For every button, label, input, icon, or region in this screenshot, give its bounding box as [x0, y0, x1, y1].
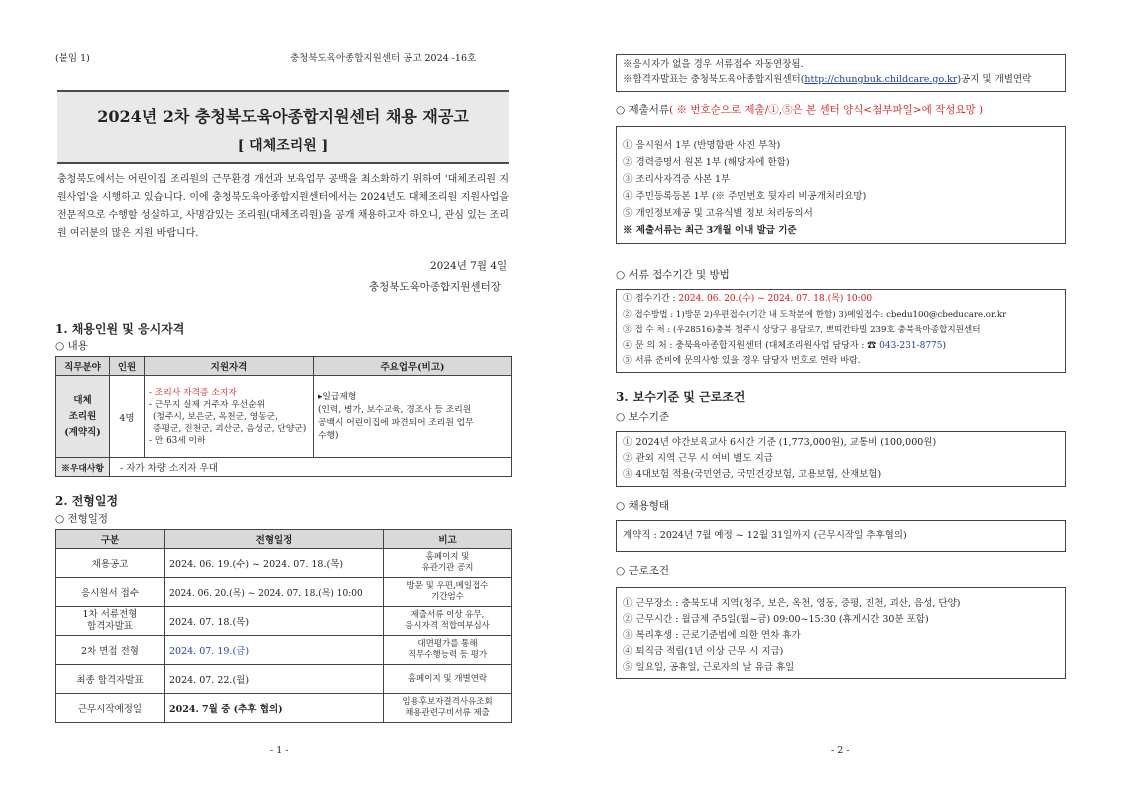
- condition-item: ③ 복리후생 : 근로기준법에 의한 연차 휴가: [623, 630, 801, 641]
- section-1-sub: ○ 내용: [55, 340, 88, 352]
- receipt-item: ⑤ 서류 준비에 문의사항 있을 경우 담당자 번호로 연락 바람.: [623, 356, 861, 366]
- schedule-remark: 임용후보자결격사유조회 채용관련구비서류 제출: [384, 694, 512, 723]
- schedule-date: 2024. 07. 19.(금): [165, 636, 384, 665]
- qualification-cell: [145, 376, 314, 458]
- receipt-label: ④ 문 의 처 : 충북육아종합지원센터 (대체조리원사업 담당자 : ☎: [623, 340, 880, 351]
- table-header-row: [56, 530, 512, 549]
- note-line: ※응시자가 없을 경우 서류접수 자동연장됨.: [623, 59, 804, 70]
- table-row: [56, 694, 512, 723]
- notes-box: [616, 54, 1066, 92]
- table-row: [56, 376, 512, 458]
- th-category: 구분: [56, 530, 165, 549]
- table-row: [56, 458, 512, 477]
- qual-line: (청주시, 보은군, 옥천군, 영동군,: [153, 411, 278, 422]
- section-2-sub: ○ 전형일정: [55, 513, 109, 525]
- doc-item: ③ 조리사자격증 사본 1부: [623, 174, 731, 185]
- table-header-row: [56, 357, 512, 376]
- schedule-date: 2024. 7월 중 (추후 협의): [165, 694, 384, 723]
- intro-paragraph: 충청북도에서는 어린이집 조리원의 근무환경 개선과 보육업무 공백을 최소화하기 위하여 '대체조리원 지원사업'을 시행하고 있습니다. 이에 충청북도육아종합지원센터에서는 2024년도 대체조리원 지원사업을 전문적으로 수행할 성실하고, 사명감있는 조리원(대체조리원)을 공개 채용하고자 하오니, 관심 있는 조리원 여러분의 많은 지원 바랍니다.: [57, 174, 509, 239]
- doc-item: ④ 주민등록등본 1부 (※ 주민번호 뒷자리 비공개처리요망): [623, 191, 867, 202]
- doc-item: ① 응시원서 1부 (반명함판 사진 부착): [623, 140, 781, 151]
- duty-line: 수행): [318, 430, 339, 441]
- qual-line: - 조리사 자격증 소지자: [149, 387, 237, 398]
- table-row: [56, 665, 512, 694]
- receipt-item: ② 접수방법 : 1)방문 2)우편접수(기간 내 도착분에 한함) 3)메일접수: cbedu100@cbeducare.or.kr: [623, 309, 1007, 320]
- duty-line: 공백시 어린이집에 파견되어 조리원 업무: [318, 417, 474, 428]
- homepage-link[interactable]: http://chungbuk.childcare.go.kr: [804, 74, 958, 85]
- docs-heading-note: ( ※ 번호순으로 제출/①,⑤은 본 센터 양식<첨부파일>에 작성요망 ): [669, 104, 984, 116]
- condition-item: ② 근무시간 : 월급제 주5일(월~금) 09:00~15:30 (휴게시간 30분 포함): [623, 614, 929, 625]
- section-3-heading: 3. 보수기준 및 근로조건: [616, 390, 746, 404]
- schedule-remark: 홈페이지 및 유관기관 공지: [384, 549, 512, 578]
- schedule-remark: 방문 및 우편,메일접수 기간엄수: [384, 578, 512, 607]
- employment-box: [616, 520, 1066, 552]
- schedule-category: 2차 면접 전형: [56, 636, 165, 665]
- schedule-category: 채용공고: [56, 549, 165, 578]
- th-field: 직무분야: [56, 357, 110, 376]
- note-line: [623, 72, 1059, 87]
- th-schedule: 전형일정: [165, 530, 384, 549]
- page-subtitle: [ 대체조리원 ]: [237, 138, 329, 154]
- receipt-heading: ○ 서류 접수기간 및 방법: [616, 269, 730, 281]
- schedule-date: 2024. 06. 20.(목) ~ 2024. 07. 18.(목) 10:00: [165, 578, 384, 607]
- notice-number: 충청북도육아종합지원센터 공고 2024 -16호: [290, 53, 477, 64]
- table-row: [56, 549, 512, 578]
- table-row: [56, 636, 512, 665]
- headcount: 4명: [110, 376, 145, 458]
- contact-phone: 043-231-8775: [879, 340, 943, 351]
- page-title: 2024년 2차 충청북도육아종합지원센터 채용 재공고: [97, 107, 469, 126]
- duty-cell: [314, 376, 512, 458]
- page-number: - 2 -: [831, 745, 850, 756]
- employment-type: 계약직 : 2024년 7월 예정 ~ 12월 31일까지 (근무시작일 추후협의): [623, 530, 907, 541]
- docs-box: [616, 126, 1066, 244]
- pay-item: ③ 4대보험 적용(국민연금, 국민건강보험, 고용보험, 산재보험): [623, 469, 882, 480]
- pay-box: [616, 431, 1066, 487]
- th-qualification: 지원자격: [145, 357, 314, 376]
- note-text: ※합격자발표는 충청북도육아종합지원센터(: [623, 74, 805, 85]
- duty-line: (인력, 병가, 보수교육, 경조사 등 조리원: [318, 404, 472, 415]
- preference-label: ※우대사항: [56, 458, 110, 477]
- th-remark: 비고: [384, 530, 512, 549]
- conditions-box: [616, 587, 1066, 679]
- pay-heading: ○ 보수기준: [616, 411, 670, 423]
- receipt-item: [623, 292, 1059, 308]
- duty-line: ▸일급제형: [318, 391, 357, 402]
- signer: 충청북도육아종합지원센터장: [369, 281, 501, 293]
- receipt-text: ): [942, 340, 947, 351]
- condition-item: ① 근무장소 : 충북도내 지역(청주, 보은, 옥천, 영동, 증평, 진천, 괴산, 음성, 단양): [623, 598, 961, 609]
- page-2: [561, 0, 1121, 793]
- notice-date: 2024년 7월 4일: [430, 260, 508, 272]
- schedule-category: 최종 합격자발표: [56, 665, 165, 694]
- attachment-label: (붙임 1): [55, 53, 90, 64]
- job-field: 대체 조리원 (계약직): [56, 376, 110, 458]
- receipt-box: [616, 289, 1066, 373]
- page-1: [0, 0, 560, 793]
- doc-item: ⑤ 개인정보제공 및 고유식별 정보 처리동의서: [623, 208, 813, 219]
- condition-item: ④ 퇴직금 적립(1년 이상 근무 시 지급): [623, 646, 784, 657]
- docs-note: ※ 제출서류는 최근 3개월 이내 발급 기준: [623, 225, 797, 236]
- table-row: [56, 607, 512, 636]
- schedule-category: 근무시작예정일: [56, 694, 165, 723]
- qual-line: - 만 63세 이하: [149, 435, 206, 446]
- qual-line: - 근무지 실제 거주자 우선순위: [149, 399, 266, 410]
- schedule-remark: 홈페이지 및 개별연락: [384, 665, 512, 694]
- th-count: 인원: [110, 357, 145, 376]
- schedule-date: 2024. 07. 22.(월): [165, 665, 384, 694]
- title-box: [57, 90, 509, 164]
- receipt-item: ③ 접 수 처 : (우28516)충북 청주시 상당구 용담로7, 쁘띠칸타빌 239호 충북육아종합지원센터: [623, 325, 981, 335]
- pay-item: ① 2024년 야간보육교사 6시간 기준 (1,773,000원), 교통비 (100,000원): [623, 437, 937, 448]
- receipt-item: [623, 339, 1059, 355]
- schedule-date: 2024. 07. 18.(목): [165, 607, 384, 636]
- docs-heading-text: ○ 제출서류: [616, 104, 670, 116]
- preference-value: - 자가 차량 소지자 우대: [110, 458, 512, 477]
- schedule-category: 1차 서류전형 합격자발표: [56, 607, 165, 636]
- qualification-table: [55, 356, 512, 477]
- docs-heading: [616, 102, 983, 117]
- receipt-label: ① 접수기간 :: [623, 294, 679, 304]
- section-1-heading: 1. 채용인원 및 응시자격: [55, 322, 185, 336]
- receipt-period: 2024. 06. 20.(수) ~ 2024. 07. 18.(목) 10:00: [678, 294, 873, 304]
- condition-item: ⑤ 일요일, 공휴일, 근로자의 날 유급 휴일: [623, 662, 795, 673]
- conditions-heading: ○ 근로조건: [616, 565, 670, 577]
- schedule-category: 응시원서 접수: [56, 578, 165, 607]
- pay-item: ② 관외 지역 근무 시 여비 별도 지급: [623, 453, 773, 464]
- qual-line: 증평군, 진천군, 괴산군, 음성군, 단양군): [153, 423, 307, 434]
- table-row: [56, 578, 512, 607]
- doc-item: ② 경력증명서 원본 1부 (해당자에 한함): [623, 157, 790, 168]
- schedule-remark: 대면평가를 통해 직무수행능력 등 평가: [384, 636, 512, 665]
- page-number: - 1 -: [270, 745, 289, 756]
- schedule-date: 2024. 06. 19.(수) ~ 2024. 07. 18.(목): [165, 549, 384, 578]
- schedule-remark: 제출서류 이상 유무, 응시자격 적합여부심사: [384, 607, 512, 636]
- th-duty: 주요업무(비고): [314, 357, 512, 376]
- section-2-heading: 2. 전형일정: [55, 494, 119, 508]
- employment-heading: ○ 채용형태: [616, 500, 670, 512]
- schedule-table: [55, 529, 512, 723]
- note-text: )공지 및 개별연락: [957, 74, 1032, 85]
